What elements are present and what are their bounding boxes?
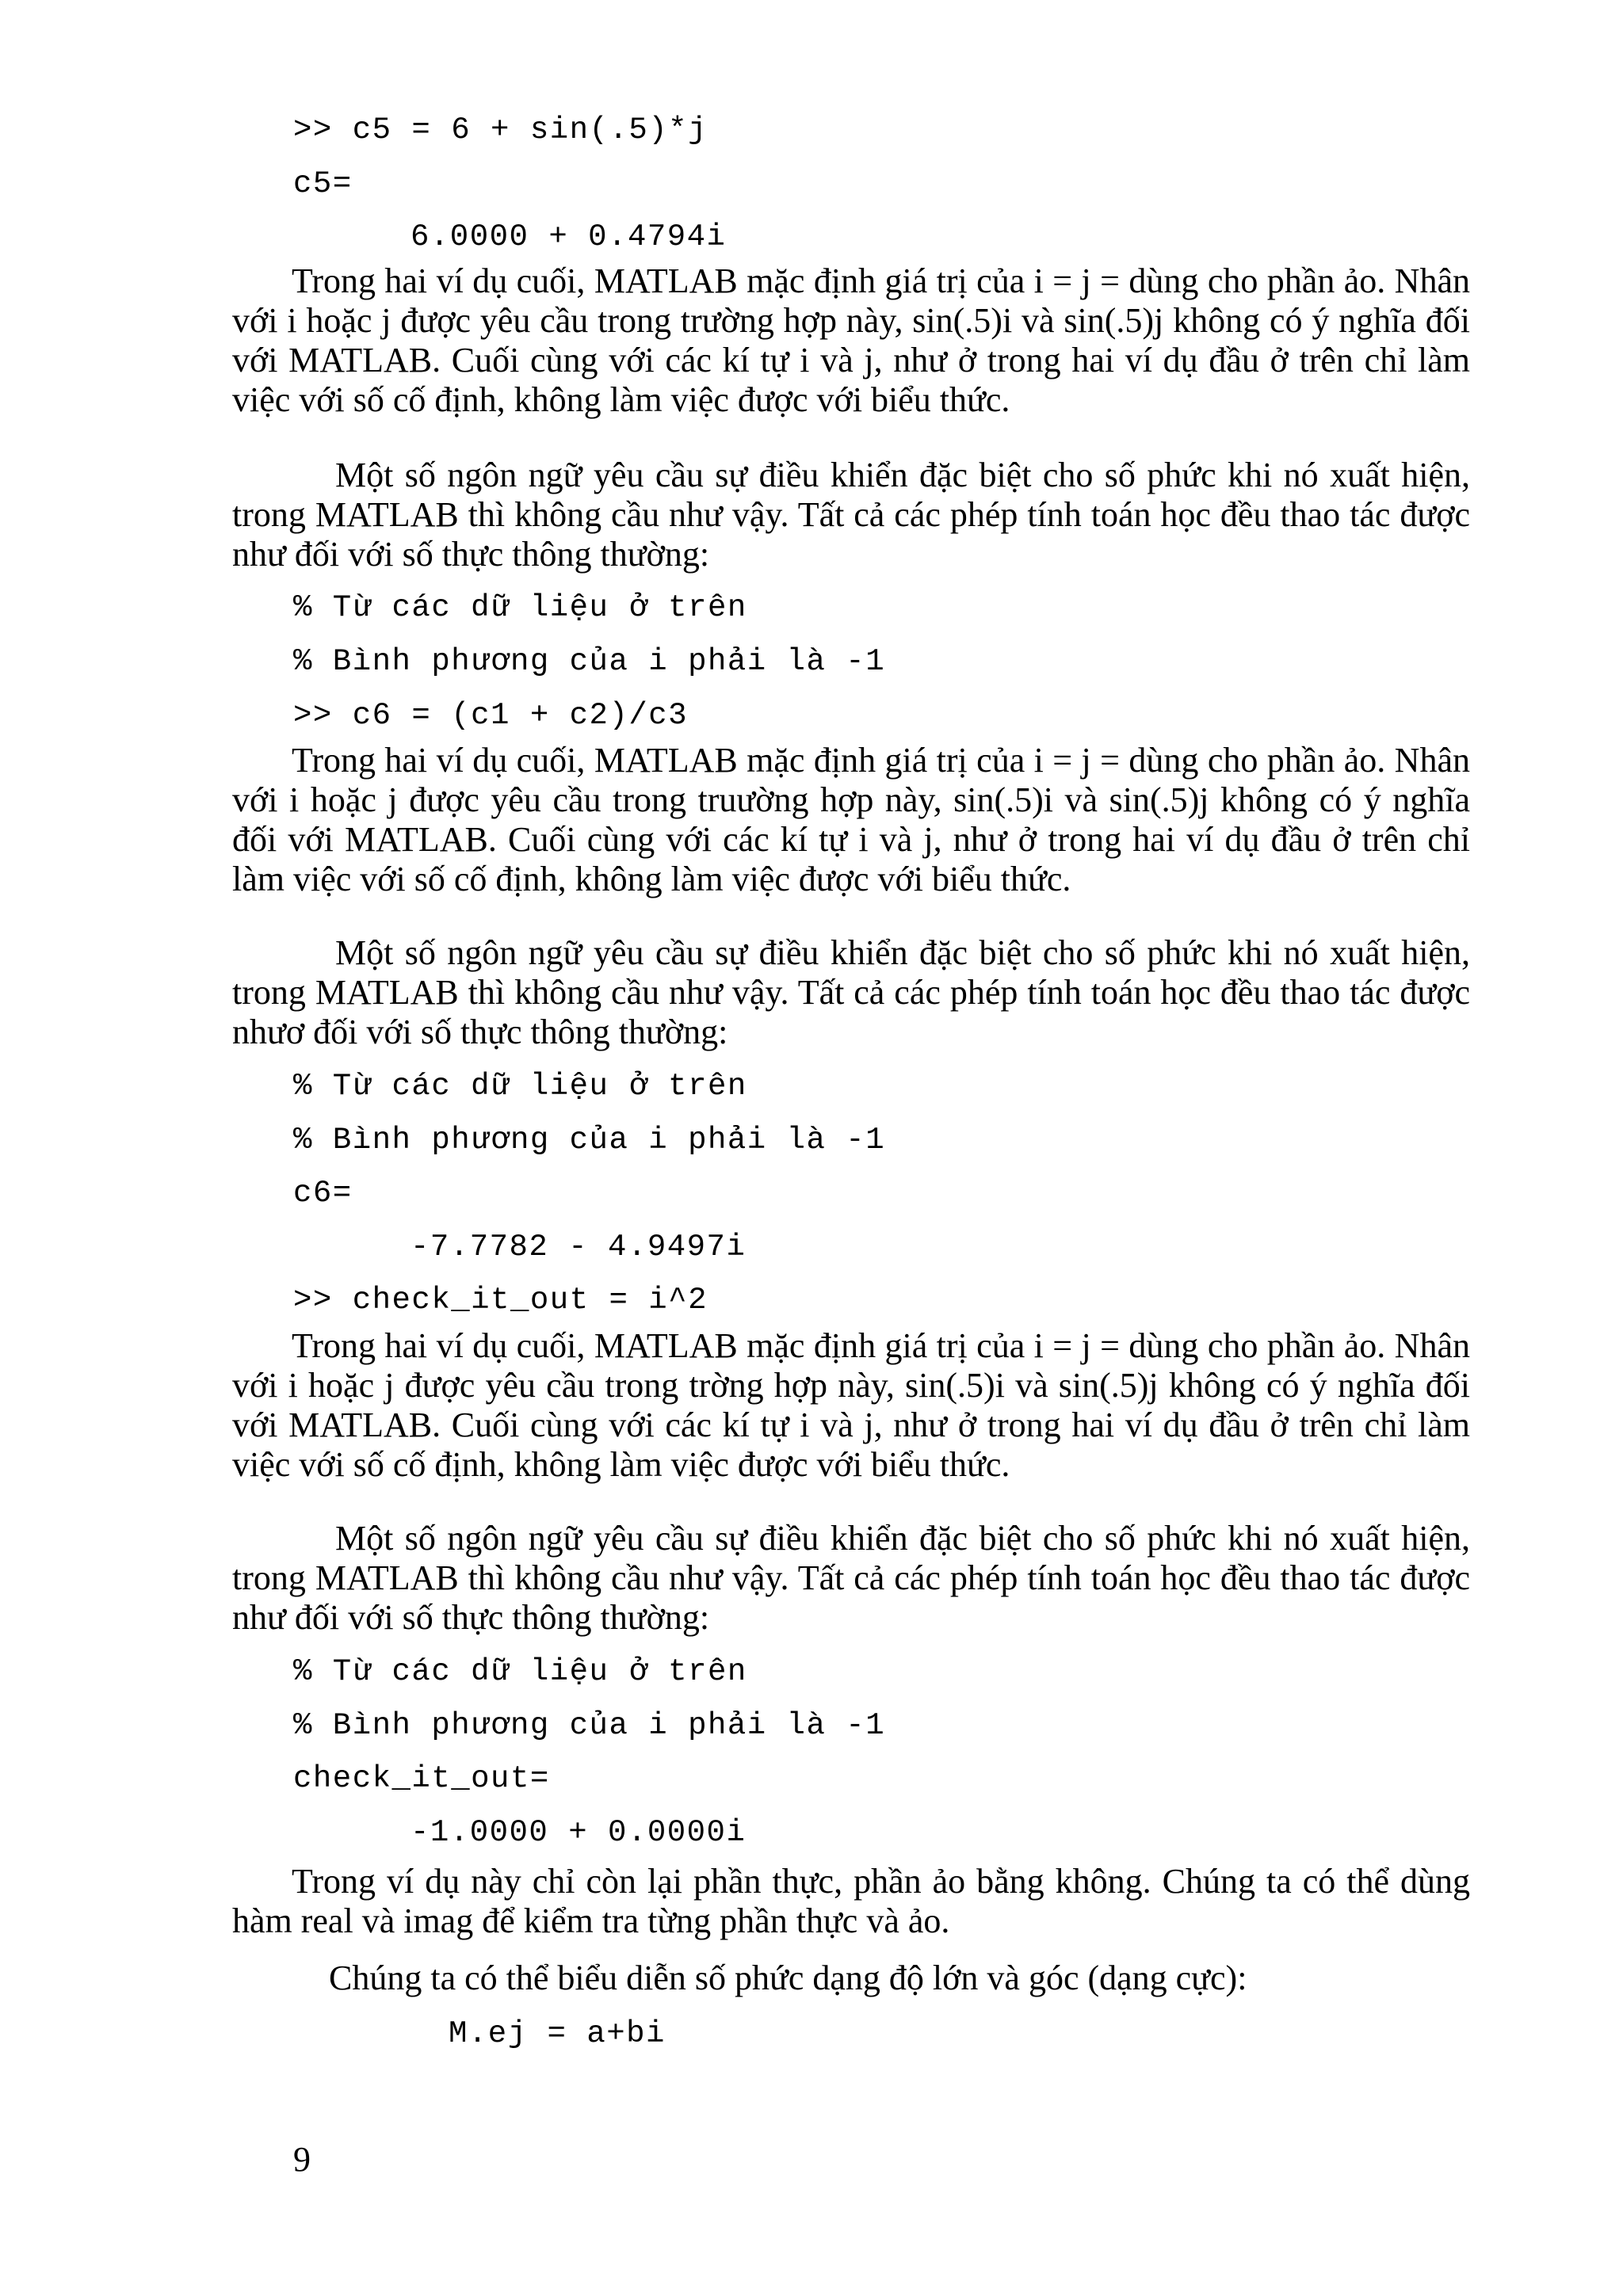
paragraph: Trong hai ví dụ cuối, MATLAB mặc định giá trị của i = j = dùng cho phần ảo. Nhân với i hoặc j được yêu cầu trong trường hợp này, sin(.5)i và sin(.5)j không có ý nghĩa đối với MATLAB. Cuối cùng với các kí tự i và j, như ở trong hai ví dụ đầu ở trên chỉ làm việc với số cố định, không làm việc được với biểu thức. <box>232 261 1470 419</box>
code-line: -1.0000 + 0.0000i <box>411 1815 747 1850</box>
code-line: >> c6 = (c1 + c2)/c3 <box>293 698 689 733</box>
code-formula: M.ej = a+bi <box>449 2016 666 2051</box>
code-line: check_it_out= <box>293 1761 550 1796</box>
code-line: >> check_it_out = i^2 <box>293 1283 708 1318</box>
code-comment: % Bình phương của i phải là -1 <box>293 1708 886 1743</box>
paragraph: Trong hai ví dụ cuối, MATLAB mặc định giá trị của i = j = dùng cho phần ảo. Nhân với i hoặc j được yêu cầu trong trờng hợp này, sin(.5)i và sin(.5)j không có ý nghĩa đối với MATLAB. Cuối cùng với các kí tự i và j, như ở trong hai ví dụ đầu ở trên chỉ làm việc với số cố định, không làm việc được với biểu thức. <box>232 1326 1470 1484</box>
paragraph: Trong ví dụ này chỉ còn lại phần thực, phần ảo bằng không. Chúng ta có thể dùng hàm real và imag để kiểm tra từng phần thực và ảo. <box>232 1862 1470 1940</box>
code-comment: % Bình phương của i phải là -1 <box>293 644 886 679</box>
code-line: 6.0000 + 0.4794i <box>411 219 727 254</box>
code-line: -7.7782 - 4.9497i <box>411 1230 747 1264</box>
code-comment: % Từ các dữ liệu ở trên <box>293 1069 747 1104</box>
paragraph: Một số ngôn ngữ yêu cầu sự điều khiển đặc biệt cho số phức khi nó xuất hiện, trong MATLAB thì không cầu như vậy. Tất cả các phép tính toán học đều thao tác được như đối với số thực thông thường: <box>232 1519 1470 1637</box>
code-comment: % Từ các dữ liệu ở trên <box>293 590 747 625</box>
code-line: c5= <box>293 166 353 201</box>
code-line: c6= <box>293 1176 353 1211</box>
paragraph: Một số ngôn ngữ yêu cầu sự điều khiển đặc biệt cho số phức khi nó xuất hiện, trong MATLAB thì không cầu như vậy. Tất cả các phép tính toán học đều thao tác được như đối với số thực thông thường: <box>232 456 1470 574</box>
code-comment: % Bình phương của i phải là -1 <box>293 1123 886 1158</box>
code-comment: % Từ các dữ liệu ở trên <box>293 1654 747 1689</box>
paragraph: Trong hai ví dụ cuối, MATLAB mặc định giá trị của i = j = dùng cho phần ảo. Nhân với i hoặc j được yêu cầu trong truường hợp này, sin(.5)i và sin(.5)j không có ý nghĩa đối với MATLAB. Cuối cùng với các kí tự i và j, như ở trong hai ví dụ đầu ở trên chỉ làm việc với số cố định, không làm việc được với biểu thức. <box>232 741 1470 898</box>
code-line: >> c5 = 6 + sin(.5)*j <box>293 113 708 147</box>
page-number: 9 <box>293 2140 311 2179</box>
paragraph: Chúng ta có thể biểu diễn số phức dạng độ lớn và góc (dạng cực): <box>329 1958 1247 1997</box>
paragraph: Một số ngôn ngữ yêu cầu sự điều khiển đặc biệt cho số phức khi nó xuất hiện, trong MATLAB thì không cầu như vậy. Tất cả các phép tính toán học đều thao tác được nhươ đối với số thực thông thường: <box>232 933 1470 1051</box>
